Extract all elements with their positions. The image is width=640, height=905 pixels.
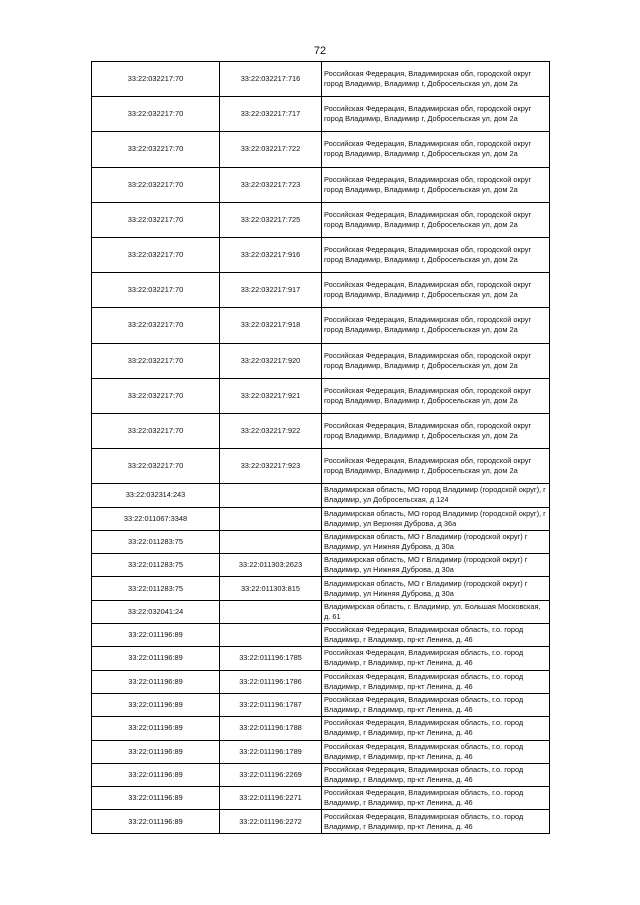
address-cell: Владимирская область, МО г Владимир (городской округ) г Владимир, ул Нижняя Дуброва, д 30а	[322, 554, 550, 577]
cadastral-number: 33:22:011196:2271	[220, 787, 322, 810]
cadastral-number: 33:22:032217:923	[220, 449, 322, 484]
table-body	[92, 62, 550, 834]
parent-cadastral-number: 33:22:011067:3348	[92, 507, 220, 530]
table-row	[92, 787, 550, 810]
table-row	[92, 202, 550, 237]
cadastral-number: 33:22:032217:723	[220, 167, 322, 202]
address-cell: Российская Федерация, Владимирская область, г.о. город Владимир, г Владимир, пр-кт Ленина, д. 46	[322, 763, 550, 786]
cadastral-table	[91, 61, 550, 834]
parent-cadastral-number: 33:22:032217:70	[92, 308, 220, 343]
address-cell: Российская Федерация, Владимирская область, г.о. город Владимир, г Владимир, пр-кт Ленина, д. 46	[322, 647, 550, 670]
table-row	[92, 624, 550, 647]
cadastral-number	[220, 624, 322, 647]
address-cell: Российская Федерация, Владимирская обл, городской округ город Владимир, Владимир г, Добросельская ул, дом 2а	[322, 237, 550, 272]
address-cell: Владимирская область, МО город Владимир (городской округ), г Владимир, ул Добросельская, д 124	[322, 484, 550, 507]
table-row	[92, 507, 550, 530]
cadastral-number: 33:22:011196:1787	[220, 693, 322, 716]
cadastral-number: 33:22:011196:1786	[220, 670, 322, 693]
address-cell: Российская Федерация, Владимирская область, г.о. город Владимир, г Владимир, пр-кт Ленина, д. 46	[322, 740, 550, 763]
cadastral-number: 33:22:032217:917	[220, 273, 322, 308]
parent-cadastral-number: 33:22:011196:89	[92, 693, 220, 716]
table-row	[92, 237, 550, 272]
table-row	[92, 670, 550, 693]
table-row	[92, 647, 550, 670]
table-row	[92, 167, 550, 202]
table-row	[92, 600, 550, 623]
cadastral-number: 33:22:032217:717	[220, 97, 322, 132]
address-cell: Российская Федерация, Владимирская область, г.о. город Владимир, г Владимир, пр-кт Ленина, д. 46	[322, 670, 550, 693]
parent-cadastral-number: 33:22:032217:70	[92, 449, 220, 484]
table-row	[92, 577, 550, 600]
table-row	[92, 693, 550, 716]
address-cell: Владимирская область, МО г Владимир (городской округ) г Владимир, ул Нижняя Дуброва, д 30а	[322, 530, 550, 553]
cadastral-number: 33:22:011303:2623	[220, 554, 322, 577]
cadastral-number: 33:22:011196:1785	[220, 647, 322, 670]
table-row	[92, 308, 550, 343]
parent-cadastral-number: 33:22:011196:89	[92, 624, 220, 647]
address-cell: Российская Федерация, Владимирская обл, городской округ город Владимир, Владимир г, Добросельская ул, дом 2а	[322, 62, 550, 97]
address-cell: Российская Федерация, Владимирская область, г.о. город Владимир, г Владимир, пр-кт Ленина, д. 46	[322, 810, 550, 833]
address-cell: Владимирская область, г. Владимир, ул. Большая Московская, д. 61	[322, 600, 550, 623]
cadastral-number: 33:22:032217:916	[220, 237, 322, 272]
cadastral-number	[220, 507, 322, 530]
cadastral-number: 33:22:032217:918	[220, 308, 322, 343]
table-row	[92, 413, 550, 448]
parent-cadastral-number: 33:22:011283:75	[92, 554, 220, 577]
table-row	[92, 740, 550, 763]
parent-cadastral-number: 33:22:011283:75	[92, 577, 220, 600]
address-cell: Российская Федерация, Владимирская обл, городской округ город Владимир, Владимир г, Добросельская ул, дом 2а	[322, 308, 550, 343]
table-row	[92, 62, 550, 97]
table-row	[92, 449, 550, 484]
table-row	[92, 132, 550, 167]
parent-cadastral-number: 33:22:011283:75	[92, 530, 220, 553]
parent-cadastral-number: 33:22:011196:89	[92, 717, 220, 740]
address-cell: Владимирская область, МО город Владимир (городской округ), г Владимир, ул Верхняя Дуброва, д 36а	[322, 507, 550, 530]
table-row	[92, 763, 550, 786]
parent-cadastral-number: 33:22:011196:89	[92, 810, 220, 833]
parent-cadastral-number: 33:22:032217:70	[92, 167, 220, 202]
cadastral-number: 33:22:032217:725	[220, 202, 322, 237]
address-cell: Российская Федерация, Владимирская обл, городской округ город Владимир, Владимир г, Добросельская ул, дом 2а	[322, 449, 550, 484]
parent-cadastral-number: 33:22:032041:24	[92, 600, 220, 623]
cadastral-number: 33:22:032217:920	[220, 343, 322, 378]
parent-cadastral-number: 33:22:032217:70	[92, 132, 220, 167]
address-cell: Российская Федерация, Владимирская обл, городской округ город Владимир, Владимир г, Добросельская ул, дом 2а	[322, 202, 550, 237]
table-row	[92, 97, 550, 132]
parent-cadastral-number: 33:22:011196:89	[92, 787, 220, 810]
cadastral-number: 33:22:011196:2272	[220, 810, 322, 833]
address-cell: Российская Федерация, Владимирская область, г.о. город Владимир, г Владимир, пр-кт Ленина, д. 46	[322, 624, 550, 647]
parent-cadastral-number: 33:22:032217:70	[92, 202, 220, 237]
address-cell: Владимирская область, МО г Владимир (городской округ) г Владимир, ул Нижняя Дуброва, д 30а	[322, 577, 550, 600]
cadastral-number: 33:22:032217:921	[220, 378, 322, 413]
address-cell: Российская Федерация, Владимирская обл, городской округ город Владимир, Владимир г, Добросельская ул, дом 2а	[322, 273, 550, 308]
parent-cadastral-number: 33:22:032217:70	[92, 343, 220, 378]
table-row	[92, 554, 550, 577]
table-row	[92, 810, 550, 833]
cadastral-number: 33:22:032217:716	[220, 62, 322, 97]
table-row	[92, 717, 550, 740]
parent-cadastral-number: 33:22:032217:70	[92, 378, 220, 413]
cadastral-number: 33:22:011196:1788	[220, 717, 322, 740]
parent-cadastral-number: 33:22:011196:89	[92, 740, 220, 763]
address-cell: Российская Федерация, Владимирская обл, городской округ город Владимир, Владимир г, Добросельская ул, дом 2а	[322, 378, 550, 413]
address-cell: Российская Федерация, Владимирская область, г.о. город Владимир, г Владимир, пр-кт Ленина, д. 46	[322, 717, 550, 740]
address-cell: Российская Федерация, Владимирская обл, городской округ город Владимир, Владимир г, Добросельская ул, дом 2а	[322, 132, 550, 167]
parent-cadastral-number: 33:22:032314:243	[92, 484, 220, 507]
address-cell: Российская Федерация, Владимирская обл, городской округ город Владимир, Владимир г, Добросельская ул, дом 2а	[322, 167, 550, 202]
parent-cadastral-number: 33:22:032217:70	[92, 413, 220, 448]
cadastral-number	[220, 530, 322, 553]
parent-cadastral-number: 33:22:011196:89	[92, 670, 220, 693]
address-cell: Российская Федерация, Владимирская обл, городской округ город Владимир, Владимир г, Добросельская ул, дом 2а	[322, 343, 550, 378]
cadastral-number	[220, 484, 322, 507]
table-row	[92, 484, 550, 507]
address-cell: Российская Федерация, Владимирская обл, городской округ город Владимир, Владимир г, Добросельская ул, дом 2а	[322, 413, 550, 448]
parent-cadastral-number: 33:22:011196:89	[92, 647, 220, 670]
parent-cadastral-number: 33:22:032217:70	[92, 237, 220, 272]
cadastral-number: 33:22:011196:2269	[220, 763, 322, 786]
parent-cadastral-number: 33:22:032217:70	[92, 273, 220, 308]
cadastral-number	[220, 600, 322, 623]
cadastral-number: 33:22:011196:1789	[220, 740, 322, 763]
cadastral-number: 33:22:032217:722	[220, 132, 322, 167]
table-row	[92, 343, 550, 378]
address-cell: Российская Федерация, Владимирская область, г.о. город Владимир, г Владимир, пр-кт Ленина, д. 46	[322, 787, 550, 810]
address-cell: Российская Федерация, Владимирская область, г.о. город Владимир, г Владимир, пр-кт Ленина, д. 46	[322, 693, 550, 716]
table-row	[92, 273, 550, 308]
address-cell: Российская Федерация, Владимирская обл, городской округ город Владимир, Владимир г, Добросельская ул, дом 2а	[322, 97, 550, 132]
parent-cadastral-number: 33:22:011196:89	[92, 763, 220, 786]
parent-cadastral-number: 33:22:032217:70	[92, 62, 220, 97]
parent-cadastral-number: 33:22:032217:70	[92, 97, 220, 132]
table-row	[92, 530, 550, 553]
table-row	[92, 378, 550, 413]
cadastral-number: 33:22:032217:922	[220, 413, 322, 448]
page-number: 72	[313, 45, 327, 57]
cadastral-number: 33:22:011303:815	[220, 577, 322, 600]
